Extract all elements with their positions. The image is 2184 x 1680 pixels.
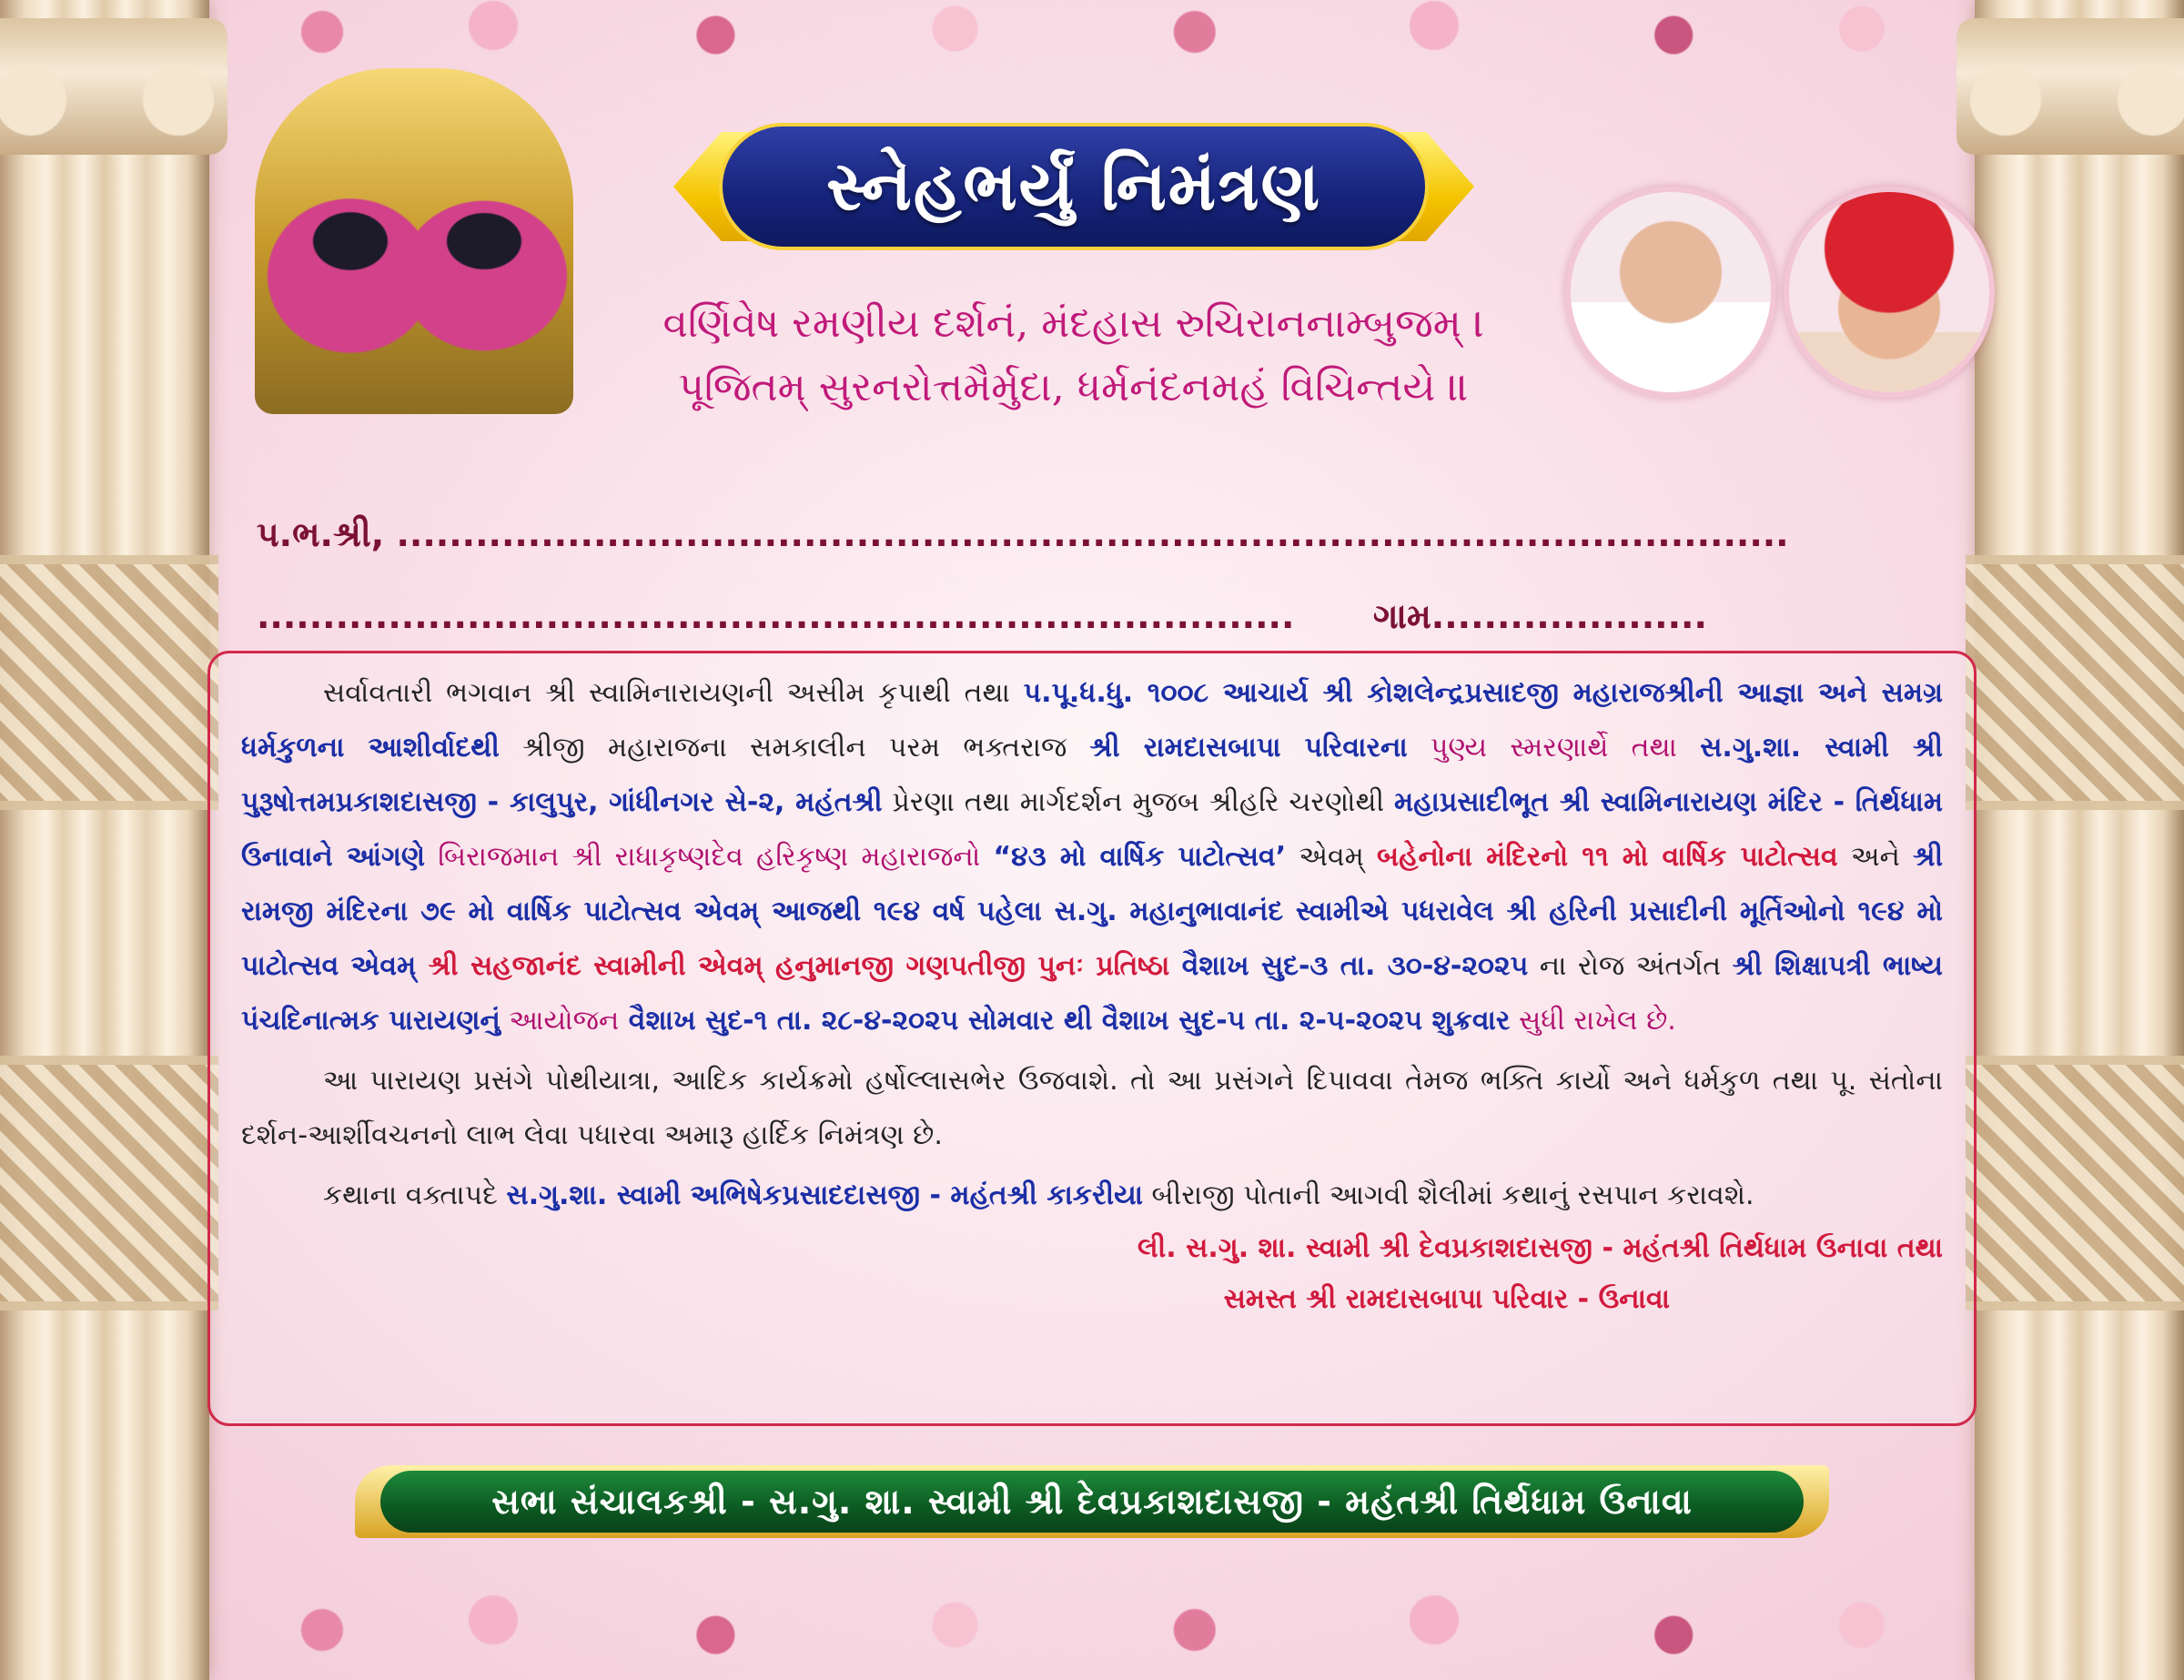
village-label: ગામ.....................	[1372, 596, 1707, 636]
shloka-line-2: પૂજિતમ્ સુરનરોત્તમૈર્મુદા, ધર્મનંદનમહં વિચિન્તયે ॥	[678, 364, 1470, 410]
p1-text: પુણ્ય સ્મરણાર્થે તથા	[1407, 732, 1701, 764]
addressee-line2-dots: ...............................................................................	[257, 596, 1295, 636]
signature-line-2: સમસ્ત શ્રી રામદાસબાપા પરિવાર - ઉનાવા	[1223, 1283, 1670, 1315]
addressee-name-line	[257, 514, 1789, 555]
pillar-capital	[0, 18, 228, 155]
p1-text: અને	[1837, 841, 1913, 873]
p1-pratishtha: શ્રી સહજાનંદ સ્વામીની એવમ્ હનુમાનજી ગણપતીજી પુનઃ પ્રતિષ્ઠા	[416, 950, 1170, 982]
pillar-carving	[1966, 1056, 2184, 1311]
p1-acharya: પ.પૂ.ધ.ધુ. ૧૦૦૮ આચાર્ય શ્રી કોશલેન્દ્રપ્રસાદજી મહારાજશ્રીની આજ્ઞા અને સમગ્ર ધર્મકુળના આશીર્વાદથી	[241, 677, 1943, 764]
body-paragraph-1	[241, 666, 1943, 1048]
pillar-carving	[0, 555, 218, 810]
p2-text: આ પારાયણ પ્રસંગે પોથીયાત્રા, આદિક કાર્યક્રમો હર્ષોલ્લાસભેર ઉજવાશે. તો આ પ્રસંગને દિપાવવા તેમજ ભક્તિ કાર્યો અને ધર્મકુળ તથા પૂ. સંતોના દર્શન-આર્શીવચનનો લાભ લેવા પધારવા અમારૂ હાર્દિક નિમંત્રણ છે.	[241, 1065, 1943, 1151]
p1-schedule: વૈશાખ સુદ-૧ તા. ૨૮-૪-૨૦૨૫ સોમવાર થી વૈશાખ સુદ-૫ તા. ૨-૫-૨૦૨૫ શુક્રવાર	[619, 1005, 1511, 1037]
p3-text: કથાના વક્તાપદે	[323, 1179, 507, 1211]
p3-speaker: સ.ગુ.શા. સ્વામી અભિષેકપ્રસાદદાસજી - મહંતશ્રી કાકરીયા	[506, 1179, 1144, 1211]
addressee-label: પ.ભ.શ્રી,	[257, 514, 385, 554]
body-paragraph-2	[241, 1054, 1943, 1163]
left-pillar-decoration	[0, 0, 209, 1680]
p1-text: એવમ્	[1286, 841, 1378, 873]
p3-text: બીરાજી પોતાની આગવી શૈલીમાં કથાનું રસપાન કરાવશે.	[1143, 1179, 1754, 1211]
deity-murti-image	[255, 68, 573, 414]
p1-text: સુધી રાખેલ છે.	[1510, 1005, 1676, 1037]
right-pillar-decoration	[1975, 0, 2184, 1680]
invitation-title: સ્નેહભર્યું નિમંત્રણ	[825, 147, 1322, 226]
addressee-name-dots: ..........................................................................................................	[396, 514, 1789, 554]
p1-ramji-mandir: શ્રી રામજી મંદિરના ૭૯ મો વાર્ષિક પાટોત્સવ એવમ્ આજથી ૧૯૪ વર્ષ પહેલા સ.ગુ. મહાનુભાવાનંદ સ્વામીએ પધરાવેલ શ્રી હરિની પ્રસાદીની મૂર્તિઓનો ૧૯૪ મો પાટોત્સવ એવમ્	[241, 841, 1944, 982]
footer-ribbon	[355, 1465, 1829, 1538]
p1-swami: સ.ગુ.શા. સ્વામી શ્રી પુરૂષોત્તમપ્રકાશદાસજી - કાલુપુર, ગાંધીનગર સે-૨, મહંતશ્રી	[241, 732, 1943, 818]
p1-text: પ્રેરણા તથા માર્ગદર્શન મુજબ શ્રીહરિ ચરણોથી	[882, 786, 1394, 818]
invitation-body-box	[207, 651, 1977, 1426]
bottom-floral-border	[237, 1580, 1947, 1680]
p1-text: બિરાજમાન શ્રી રાધાકૃષ્ણદેવ હરિકૃષ્ણ મહારાજનો	[425, 841, 994, 873]
pillar-carving	[1966, 555, 2184, 810]
p1-mandir: મહાપ્રસાદીભૂત શ્રી સ્વામિનારાયણ મંદિર - તિર્થધામ ઉનાવાને આંગણે	[241, 786, 1944, 873]
title-banner	[673, 123, 1474, 250]
addressee-village-line	[257, 596, 1707, 637]
body-paragraph-3	[241, 1169, 1943, 1223]
portrait-young-acharya	[1784, 187, 1995, 398]
sabha-sanchalak-text: સભા સંચાલકશ્રી - સ.ગુ. શા. સ્વામી શ્રી દેવપ્રકાશદાસજી - મહંતશ્રી તિર્થધામ ઉનાવા	[491, 1481, 1693, 1522]
p1-ladies-mandir: બહેનોના મંદિરનો ૧૧ મો વાર્ષિક પાટોત્સવ	[1377, 841, 1838, 873]
p1-patotsav: “૪૩ મો વાર્ષિક પાટોત્સવ’	[993, 841, 1287, 873]
p1-text: ના રોજ અંતર્ગત	[1528, 950, 1733, 982]
p1-family: શ્રી રામદાસબાપા પરિવારના	[1089, 732, 1408, 764]
p1-parayan: શ્રી શિક્ષાપત્રી ભાષ્ય પંચદિનાત્મક પારાયણનું	[241, 950, 1943, 1037]
shloka-line-1: વર્ણિવેષ રમણીય દર્શનં, મંદહાસ રુચિરાનનામ્બુજમ્ ।	[662, 300, 1485, 347]
footer-ribbon-green	[380, 1471, 1804, 1533]
signature-line-1: લી. સ.ગુ. શા. સ્વામી શ્રી દેવપ્રકાશદાસજી - મહંતશ્રી તિર્થધામ ઉનાવા તથા	[1138, 1232, 1943, 1264]
p1-text: શ્રીજી મહારાજના સમકાલીન પરમ ભક્તરાજ	[499, 732, 1090, 764]
pillar-carving	[0, 1056, 218, 1311]
title-banner-blue	[719, 123, 1429, 250]
p1-text: આયોજન	[500, 1005, 620, 1037]
p1-text: સર્વાવતારી ભગવાન શ્રી સ્વામિનારાયણની અસીમ કૃપાથી તથા	[323, 677, 1024, 709]
pillar-capital	[1956, 18, 2184, 155]
top-floral-border	[237, 0, 1947, 64]
portrait-elder-saint	[1565, 187, 1776, 398]
p1-date: વૈશાખ સુદ-૩ તા. ૩૦-૪-૨૦૨૫	[1169, 950, 1529, 982]
